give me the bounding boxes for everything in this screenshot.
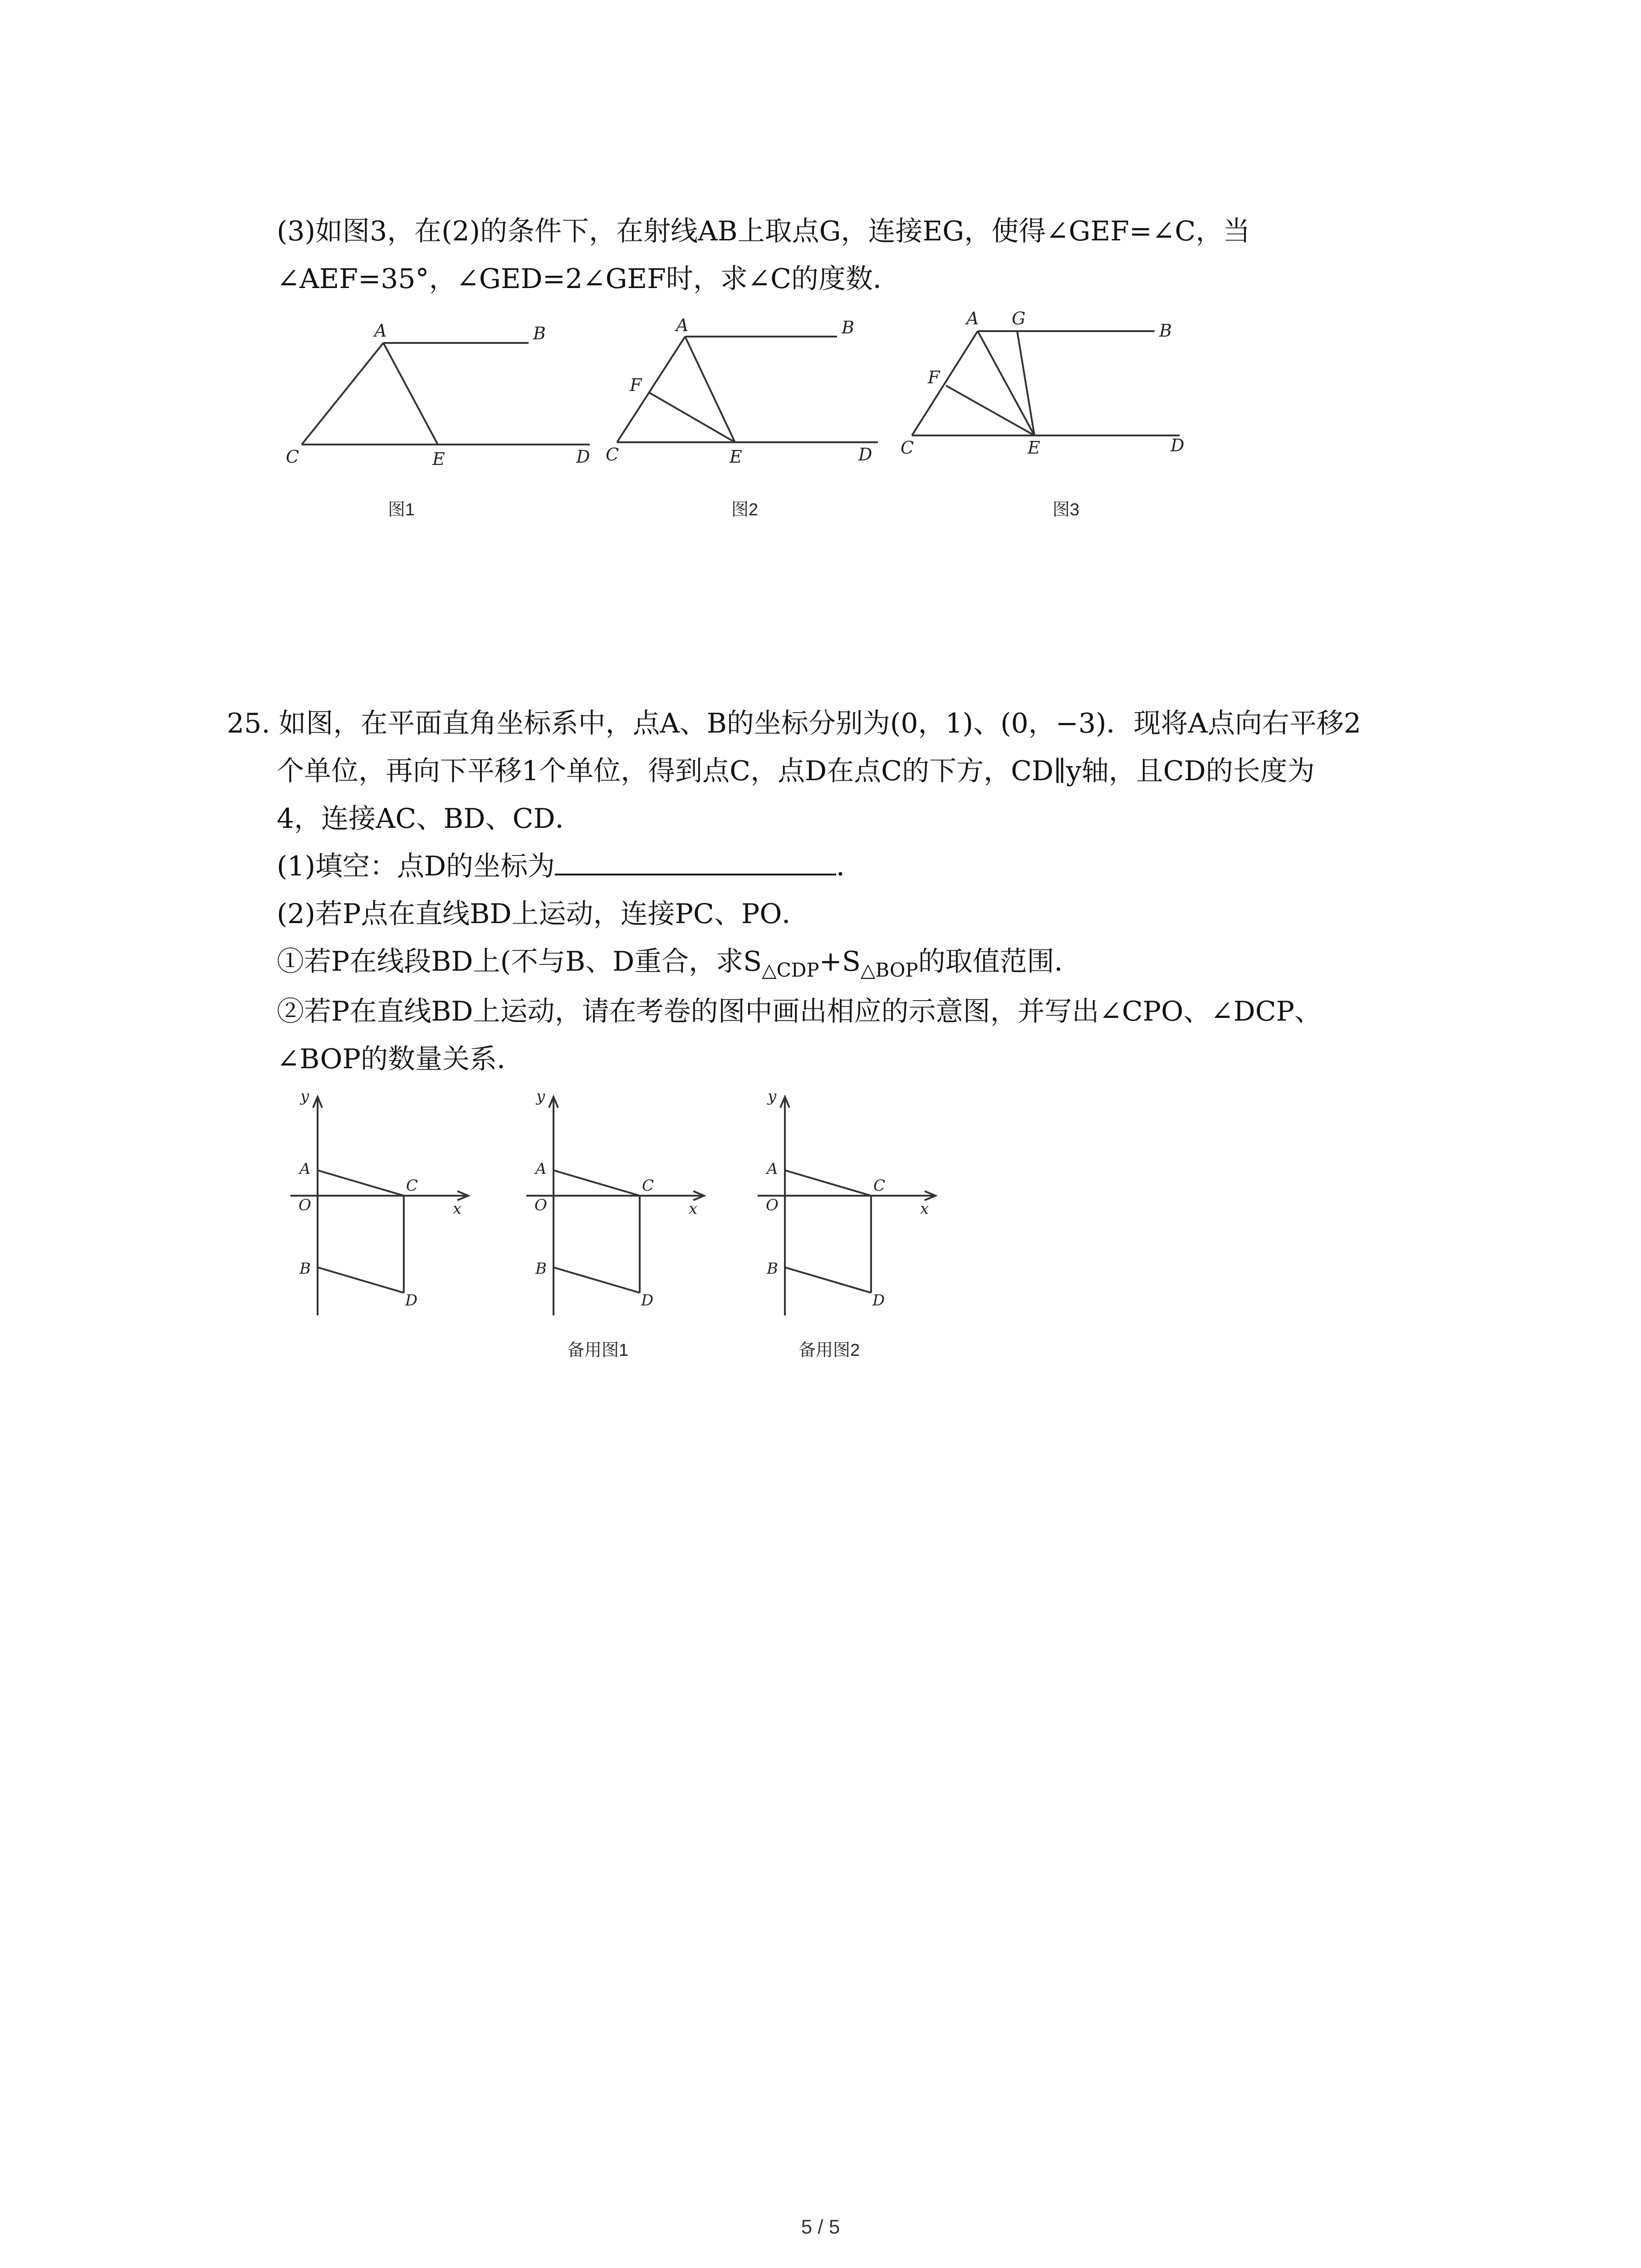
label-y: y (768, 1087, 777, 1105)
label-g: G (1012, 308, 1026, 328)
q24-part3-line2: ∠AEF=35°，∠GED=2∠GEF时，求∠C的度数． (277, 263, 901, 295)
segment-ae (685, 337, 735, 442)
label-f: F (928, 367, 940, 387)
label-b: B (842, 318, 854, 337)
label-x: x (689, 1200, 698, 1218)
label-b: B (1159, 321, 1172, 341)
label-d: D (858, 445, 872, 464)
q25-line3: 4，连接AC、BD、CD． (277, 803, 583, 835)
segment-fe (649, 392, 735, 442)
label-d: D (872, 1291, 885, 1310)
label-f: F (630, 375, 642, 395)
label-c: C (606, 445, 619, 464)
segment-ac (617, 337, 685, 442)
q25-line2: 个单位，再向下平移1个单位，得到点C，点D在点C的下方，CD∥y轴，且CD的长度为 (277, 755, 1315, 787)
label-y: y (536, 1087, 545, 1105)
label-a: A (535, 1160, 547, 1178)
q25-text-line1: 如图，在平面直角坐标系中，点A、B的坐标分别为(0，1)、(0，−3)．现将A点向右平移2 (279, 708, 1362, 739)
q25-sub2-line1: ②若P在直线BD上运动，请在考卷的图中画出相应的示意图，并写出∠CPO、∠DCP、 (277, 996, 1322, 1027)
q25-sub1-prefix: ①若P在线段BD上(不与B、D重合，求S (277, 946, 762, 978)
label-e: E (432, 449, 445, 469)
label-o: O (534, 1196, 547, 1214)
label-x: x (453, 1200, 462, 1218)
label-b: B (299, 1260, 311, 1278)
label-d: D (405, 1291, 418, 1310)
spare-figure-2-caption: 备用图2 (798, 1341, 860, 1360)
segment-ac (554, 1170, 640, 1196)
label-a: A (767, 1160, 778, 1178)
label-c: C (286, 447, 299, 467)
label-a: A (966, 308, 979, 328)
q25-part2: (2)若P点在直线BD上运动，连接PC、PO． (277, 898, 809, 930)
label-b: B (533, 323, 546, 343)
coordinate-figure-spare-2 (749, 1089, 957, 1325)
figure-3 (898, 304, 1207, 467)
segment-ac (912, 331, 978, 435)
figure-2-caption: 图2 (731, 500, 759, 519)
segment-ac (785, 1170, 871, 1196)
q24-part3-line1: (3)如图3，在(2)的条件下，在射线AB上取点G，连接EG，使得∠GEF=∠C，当 (277, 215, 1250, 247)
q25-sub2-line2: ∠BOP的数量关系． (277, 1043, 524, 1075)
segment-bd (785, 1267, 871, 1293)
page-number: 5 / 5 (801, 2216, 840, 2238)
figure-1-caption: 图1 (388, 500, 415, 519)
q25-part1-prefix: (1)填空：点D的坐标为 (277, 850, 555, 882)
q25-sub1 (277, 943, 1082, 988)
label-a: A (299, 1160, 311, 1178)
label-e: E (730, 447, 742, 467)
figure-1 (281, 313, 608, 476)
q25-sub1-triangle-bop: △BOP (861, 959, 918, 981)
q25-sub1-plus: +S (819, 946, 861, 978)
q25-number: 25. (227, 708, 270, 739)
figure-3-caption: 图3 (1053, 500, 1080, 519)
segment-ac (318, 1170, 404, 1196)
label-y: y (300, 1087, 309, 1105)
label-c: C (873, 1177, 886, 1195)
label-b: B (767, 1260, 778, 1278)
q25-line1 (227, 705, 1361, 742)
segment-bd (318, 1267, 404, 1293)
label-e: E (1028, 438, 1040, 458)
label-b: B (535, 1260, 547, 1278)
q25-sub1-triangle-cdp: △CDP (762, 959, 819, 981)
label-o: O (766, 1196, 779, 1214)
q25-part1-suffix: ． (836, 850, 864, 882)
label-d: D (1171, 435, 1185, 455)
spare-figure-1-caption: 备用图1 (567, 1341, 629, 1360)
label-o: O (299, 1196, 311, 1214)
label-c: C (642, 1177, 654, 1195)
label-c: C (901, 438, 914, 458)
figure-2 (603, 313, 921, 476)
segment-bd (554, 1267, 640, 1293)
coordinate-figure-spare-1 (517, 1089, 726, 1325)
label-a: A (374, 321, 387, 341)
label-c: C (406, 1177, 418, 1195)
segment-ac (302, 343, 383, 445)
coordinate-figure-main (281, 1089, 490, 1325)
answer-blank[interactable] (555, 848, 836, 875)
label-a: A (676, 315, 689, 335)
label-d: D (641, 1291, 654, 1310)
q25-part1 (277, 848, 863, 885)
label-x: x (920, 1200, 929, 1218)
label-d: D (576, 447, 590, 467)
segment-ae (383, 343, 438, 445)
q25-sub1-suffix: 的取值范围． (918, 946, 1082, 978)
